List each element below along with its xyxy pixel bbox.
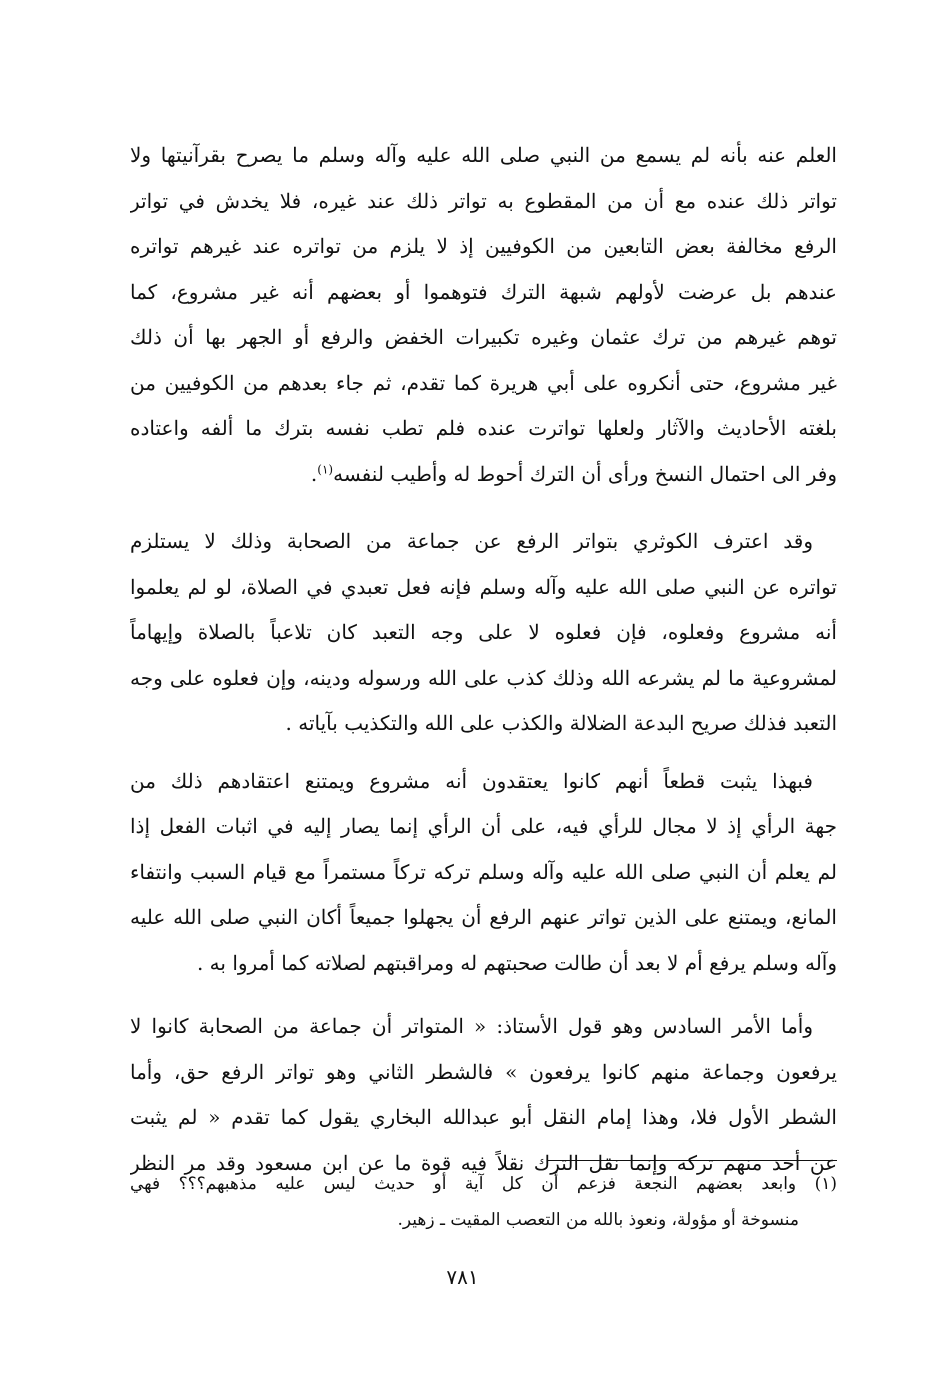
paragraph-3 — [130, 759, 837, 987]
footnote — [130, 1166, 837, 1238]
text-line: لم يعلم أن النبي صلى الله عليه وآله وسلم تركه تركاً مستمراً مع قيام السبب وانتفاء — [130, 859, 837, 884]
text-line: الرفع مخالفة بعض التابعين من الكوفيين إذ لا يلزم من تواتره عند غيرهم تواتره — [130, 234, 837, 258]
text-line: بلغته الأحاديث والآثار ولعلها تواترت عنده فلم تطب نفسه بترك ما ألفه واعتاده — [130, 416, 837, 440]
text-line: وأما الأمر السادس وهو قول الأستاذ: « المتواتر أن جماعة من الصحابة كانوا لا — [130, 1014, 813, 1038]
text-line — [130, 452, 837, 498]
footnote-reference[interactable]: (١) — [317, 461, 334, 476]
text-line: لمشروعية ما لم يشرعه الله وذلك كذب على الله ورسوله ودينه، وإن فعلوه على وجه — [130, 665, 837, 690]
sentence-end: . — [310, 461, 318, 486]
footnote-line: منسوخة أو مؤولة، ونعوذ بالله من التعصب المقيت ـ زهير. — [397, 1210, 799, 1230]
footnote-separator — [547, 1160, 837, 1161]
paragraph-1 — [130, 133, 837, 497]
paragraph-gap — [130, 747, 837, 759]
text-line: التعبد فذلك صريح البدعة الضلالة والكذب على الله والتكذيب بآياته . — [285, 711, 837, 735]
text-line: غير مشروع، حتى أنكروه على أبي هريرة كما تقدم، ثم جاء بعدهم من الكوفيين من — [130, 370, 837, 395]
main-text — [130, 133, 837, 1186]
text-line: وآله وسلم يرفع أم لا بعد أن طالت صحبتهم له ومراقبتهم لصلاته كما أمروا به . — [196, 950, 837, 975]
paragraph-gap — [130, 986, 837, 1004]
text-line: المانع، ويمتنع على الذين تواتر عنهم الرفع أن يجهلوا جميعاً أكان النبي صلى الله عليه — [130, 905, 837, 929]
paragraph-2 — [130, 519, 837, 747]
text-line: عندهم بل عرضت لأولهم شبهة الترك فتوهموا أو بعضهم أنه غير مشروع، كما — [130, 279, 837, 304]
text-line-content: وفر الى احتمال النسخ ورأى أن الترك أحوط له وأطيب لنفسه — [333, 461, 837, 486]
text-line: توهم غيرهم من ترك عثمان وغيره تكبيرات الخفض والرفع أو الجهر بها أن ذلك — [130, 325, 837, 349]
footnote-line: (١) وابعد بعضهم النجعة فزعم أن كل آية أو حديث ليس عليه مذهبهم؟؟؟ فهي — [130, 1174, 837, 1194]
text-line: يرفعون وجماعة منهم كانوا يرفعون » فالشطر الثاني وهو تواتر الرفع حق، وأما — [130, 1059, 837, 1084]
text-line: عن أحد منهم تركه وإنما نقل الترك نقلاً فيه قوة ما عن ابن مسعود وقد مر النظر — [130, 1150, 837, 1175]
text-line: وقد اعترف الكوثري بتواتر الرفع عن جماعة من الصحابة وذلك لا يستلزم — [130, 529, 813, 553]
text-line: أنه مشروع وفعلوه، فإن فعلوه لا على وجه التعبد كان تلاعباً بالصلاة وإيهاماً — [130, 620, 837, 644]
text-line: فبهذا يثبت قطعاً أنهم كانوا يعتقدون أنه مشروع ويمتنع اعتقادهم ذلك من — [130, 768, 813, 793]
text-line: تواتره عن النبي صلى الله عليه وآله وسلم فإنه فعل تعبدي في الصلاة، لو لم يعلموا — [130, 574, 837, 599]
text-line: الشطر الأول فلا، وهذا إمام النقل أبو عبدالله البخاري يقول كما تقدم « لم يثبت — [130, 1105, 837, 1129]
text-line: تواتر ذلك عنده مع أن من المقطوع به تواتر ذلك عند غيره، فلا يخدش في تواتر — [130, 188, 837, 213]
text-line: جهة الرأي إذ لا مجال للرأي فيه، على أن الرأي إنما يصار إليه في اثبات الفعل إذا — [130, 814, 837, 838]
paragraph-4 — [130, 1004, 837, 1186]
text-line: العلم عنه بأنه لم يسمع من النبي صلى الله عليه وآله وسلم ما يصرح بقرآنيتها ولا — [130, 143, 837, 167]
paragraph-gap — [130, 497, 837, 519]
page-number: ٧٨١ — [446, 1265, 479, 1289]
